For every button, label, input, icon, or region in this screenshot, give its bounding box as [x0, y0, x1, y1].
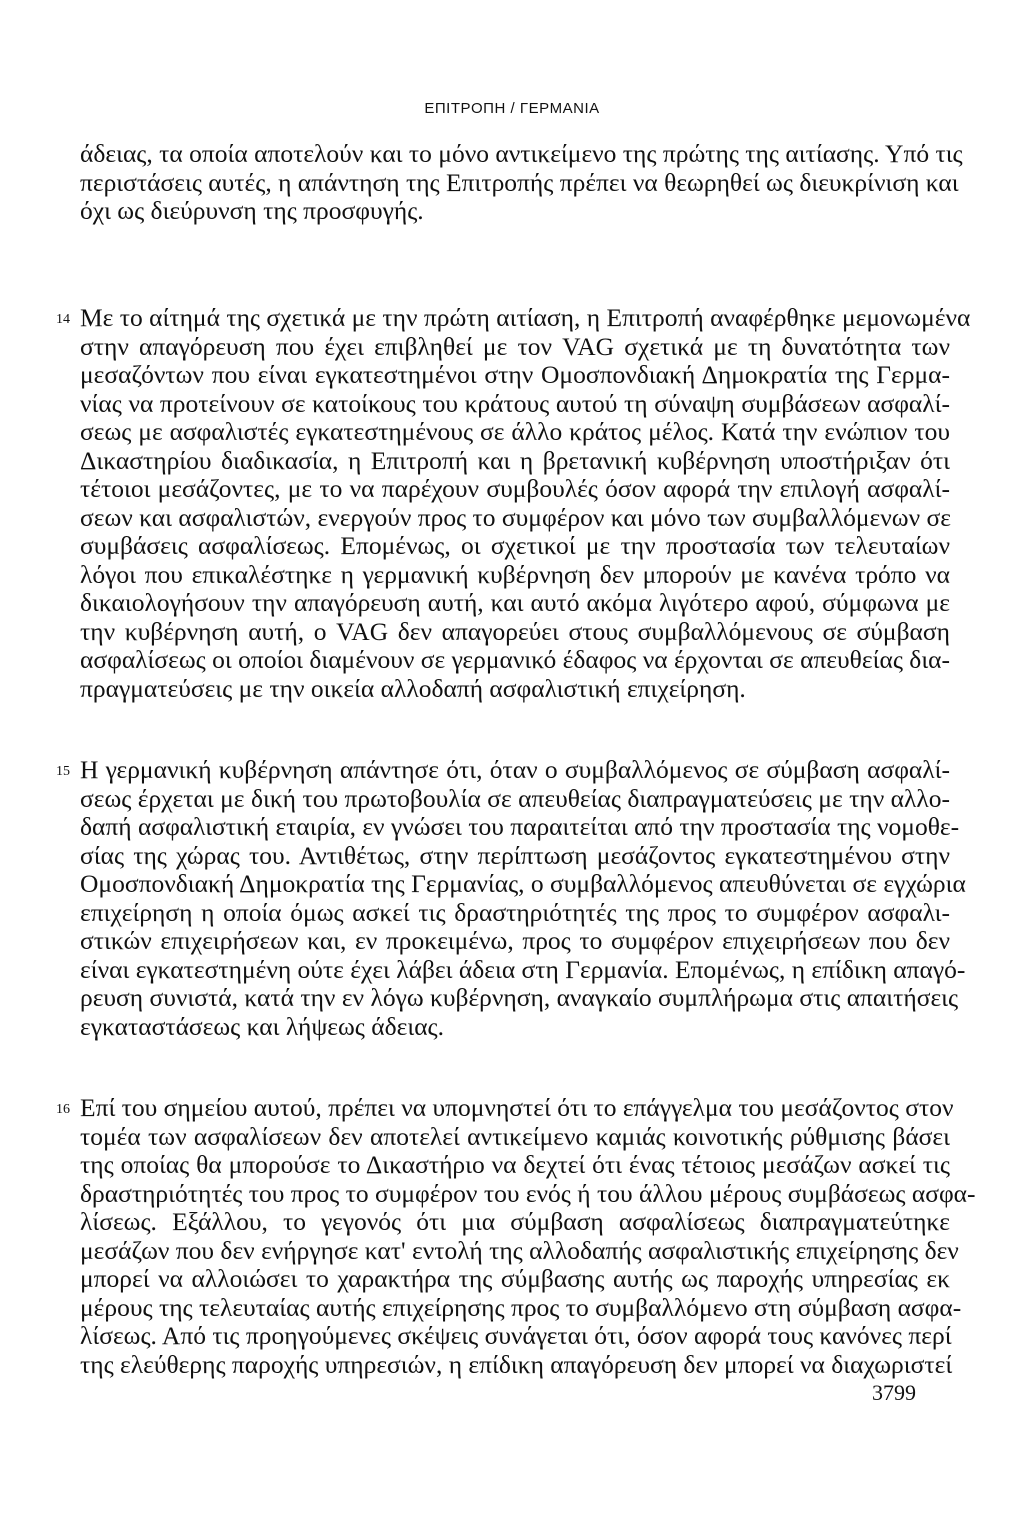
text-line: μέρους της τελευταίας αυτής επιχείρησης προς το συμβαλλόμενο στη σύμβαση ασφα- [80, 1292, 962, 1322]
text-line: σεως έρχεται με δική του πρωτοβουλία σε απευθείας διαπραγματεύσεις με την αλλο- [80, 783, 950, 813]
text-line: ασφαλίσεως οι οποίοι διαμένουν σε γερμανικό έδαφος να έρχονται σε απευθείας δια- [80, 645, 951, 674]
paragraph-15 [80, 755, 966, 1041]
text-line: δραστηριότητές του προς το συμφέρον του ενός ή του άλλου μέρους συμβάσεως ασφα- [80, 1178, 976, 1208]
paragraph-16 [80, 1093, 976, 1379]
text-line: συμβάσεις ασφαλίσεως. Επομένως, οι σχετικοί με την προστασία των τελευταίων [80, 531, 950, 560]
text-line: μπορεί να αλλοιώσει το χαρακτήρα της σύμβασης αυτής ως παροχής υπηρεσίας εκ [80, 1264, 950, 1293]
text-line: δαπή ασφαλιστική εταιρία, εν γνώσει του παραιτείται από την προστασία της νομοθε- [80, 812, 960, 841]
text-line: λόγοι που επικαλέστηκε η γερμανική κυβέρνηση δεν μπορούν με κανένα τρόπο να [80, 559, 950, 589]
text-line: την κυβέρνηση αυτή, ο VAG δεν απαγορεύει στους συμβαλλόμενους σε σύμβαση [80, 616, 950, 646]
page-number: 3799 [872, 1380, 916, 1405]
text-line: λίσεως. Από τις προηγούμενες σκέψεις συνάγεται ότι, όσον αφορά τους κανόνες περί [80, 1321, 952, 1350]
text-line: στην απαγόρευση που έχει επιβληθεί με τον VAG σχετικά με τη δυνατότητα των [80, 331, 950, 361]
text-line: σεων και ασφαλιστών, ενεργούν προς το συμφέρον και μόνο των συμβαλλόμενων σε [80, 502, 951, 532]
text-line: τομέα των ασφαλίσεων δεν αποτελεί αντικείμενο καμιάς κοινοτικής ρύθμισης βάσει [80, 1121, 950, 1151]
text-line: πραγματεύσεις με την οικεία αλλοδαπή ασφαλιστική επιχείρηση. [80, 673, 746, 703]
text-line: μεσαζόντων που είναι εγκατεστημένοι στην Ομοσπονδιακή Δημοκρατία της Γερμα- [80, 360, 950, 389]
text-line: σίας της χώρας του. Αντιθέτως, στην περίπτωση μεσάζοντος εγκατεστημένου στην [80, 840, 950, 870]
text-line: Η γερμανική κυβέρνηση απάντησε ότι, όταν ο συμβαλλόμενος σε σύμβαση ασφαλί- [80, 755, 950, 784]
text-line: τέτοιοι μεσάζοντες, με το να παρέχουν συμβουλές όσον αφορά την επιλογή ασφαλί- [80, 474, 950, 503]
paragraph-number: 16 [56, 1102, 70, 1117]
text-line: της οποίας θα μπορούσε το Δικαστήριο να δεχτεί ότι ένας τέτοιος μεσάζων ασκεί τις [80, 1150, 950, 1179]
running-header: ΕΠΙΤΡΟΠΗ / ΓΕΡΜΑΝΙΑ [424, 100, 600, 117]
text-line: μεσάζων που δεν ενήργησε κατ' εντολή της αλλοδαπής ασφαλιστικής επιχείρησης δεν [80, 1235, 959, 1265]
paragraph-14 [80, 303, 971, 703]
text-line: Δικαστηρίου διαδικασία, η Επιτροπή και η βρετανική κυβέρνηση υποστήριξαν ότι [80, 445, 950, 475]
paragraph-number: 14 [56, 312, 70, 327]
text-line: είναι εγκατεστημένη ούτε έχει λάβει άδεια στη Γερμανία. Επομένως, η επίδικη απαγό- [80, 954, 966, 984]
text-line: της ελεύθερης παροχής υπηρεσιών, η επίδικη απαγόρευση δεν μπορεί να διαχωριστεί [80, 1349, 953, 1379]
text-line: άδειας, τα οποία αποτελούν και το μόνο αντικείμενο της πρώτης της αιτίασης. Υπό τις [80, 139, 963, 168]
text-line: νίας να προτείνουν σε κατοίκους του κράτους αυτού τη σύναψη συμβάσεων ασφαλί- [80, 388, 950, 418]
text-line: στικών επιχειρήσεων και, εν προκειμένω, προς το συμφέρον επιχειρήσεων που δεν [80, 926, 950, 955]
text-line: δικαιολογήσουν την απαγόρευση αυτή, και αυτό ακόμα λιγότερο αφού, σύμφωνα με [80, 588, 950, 617]
paragraph-number: 15 [56, 764, 70, 779]
text-line: λίσεως. Εξάλλου, το γεγονός ότι μια σύμβαση ασφαλίσεως διαπραγματεύτηκε [80, 1207, 950, 1236]
text-line: ρευση συνιστά, κατά την εν λόγω κυβέρνηση, αναγκαίο συμπλήρωμα στις απαιτήσεις [80, 983, 959, 1012]
text-line: εγκαταστάσεως και λήψεως άδειας. [80, 1011, 445, 1041]
text-line: σεως με ασφαλιστές εγκατεστημένους σε άλλο κράτος μέλος. Κατά την ενώπιον του [80, 417, 950, 446]
text-line: περιστάσεις αυτές, η απάντηση της Επιτροπής πρέπει να θεωρηθεί ως διευκρίνιση και [80, 167, 959, 197]
text-line: Ομοσπονδιακή Δημοκρατία της Γερμανίας, ο συμβαλλόμενος απευθύνεται σε εγχώρια [80, 869, 966, 898]
text-line: επιχείρηση η οποία όμως ασκεί τις δραστηριότητές της προς το συμφέρον ασφαλι- [80, 897, 950, 927]
text-line: όχι ως διεύρυνση της προσφυγής. [80, 196, 424, 225]
text-line: Με το αίτημά της σχετικά με την πρώτη αιτίαση, η Επιτροπή αναφέρθηκε μεμονωμένα [80, 303, 971, 332]
text-line: Επί του σημείου αυτού, πρέπει να υπομνηστεί ότι το επάγγελμα του μεσάζοντος στον [80, 1093, 954, 1122]
paragraph-continuation [80, 139, 963, 226]
